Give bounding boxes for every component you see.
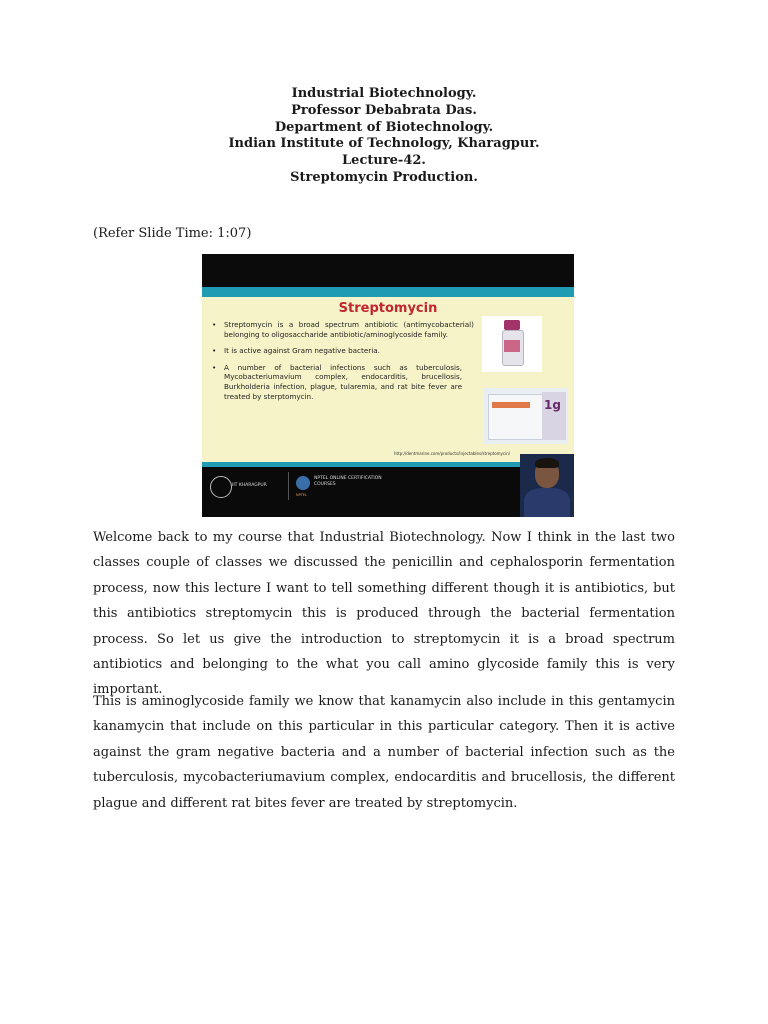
vial-label (504, 340, 520, 352)
refer-slide-time: (Refer Slide Time: 1:07) (93, 226, 252, 241)
presenter-hair (535, 458, 559, 468)
slide-bullet (212, 320, 474, 339)
box-face (488, 394, 544, 440)
footer-divider (288, 472, 289, 500)
iit-logo-text: IIT KHARAGPUR (232, 483, 267, 488)
slide-bullet-list (212, 320, 474, 408)
bullet-text: Streptomycin is a broad spectrum antibiotic (antimycobacterial) belonging to oligosaccharide antibiotic/aminoglycoside family. (224, 320, 474, 339)
bullet-text: It is active against Gram negative bacteria. (224, 346, 380, 356)
slide-title: Streptomycin (338, 301, 438, 316)
bullet-mark: • (212, 362, 217, 372)
lecture-slide-image (202, 254, 574, 517)
bullet-mark: • (212, 346, 217, 356)
professor-name: Professor Debabrata Das. (291, 102, 477, 118)
slide-top-band (202, 287, 574, 297)
presenter-video-thumbnail (520, 454, 574, 517)
slide-source-url: http://dentmarine.com/products/injectables/streptomycin/ (394, 451, 511, 456)
institute: Indian Institute of Technology, Kharagpur. (228, 136, 540, 152)
course-title: Industrial Biotechnology. (291, 86, 477, 101)
vial-image (482, 316, 542, 372)
vial-cap (504, 320, 520, 330)
paragraph: Welcome back to my course that Industrial Biotechnology. Now I think in the last two classes couple of classes we discussed the penicillin and cephalosporin fermentation process, now this lecture I want to tell something different though it is antibiotics, but this antibiotics streptomycin this is produced through the bacterial fermentation process. So let us give the introduction to streptomycin it is a broad spectrum antibiotics and belonging to the what you call amino glycoside family this is very important. (93, 530, 675, 698)
lecture-title: Streptomycin Production. (290, 169, 478, 185)
nptel-logo-sub: NPTEL (296, 493, 308, 497)
box-dose-label: 1g (544, 398, 561, 412)
document-header (0, 86, 768, 187)
slide-bullet (212, 346, 474, 356)
slide-footer (202, 467, 574, 517)
bullet-text: A number of bacterial infections such as tuberculosis, Mycobacteriumavium complex, endocarditis, brucellosis, Burkholderia infection, plague, tularemia, and rat bite fever are treated by sterptomycin. (224, 362, 462, 401)
nptel-logo-text: NPTEL ONLINE CERTIFICATION COURSES (314, 476, 382, 487)
presenter-torso (524, 488, 570, 517)
medicine-box-image (484, 388, 568, 444)
box-stripe (492, 402, 530, 408)
department: Department of Biotechnology. (274, 119, 494, 135)
nptel-logo-icon (296, 476, 310, 490)
bullet-mark: • (212, 320, 217, 329)
paragraph: This is aminoglycoside family we know that kanamycin also include in this gentamycin kanamycin that include on this particular in this particular category. Then it is active against the gram negative bacteria and a number of bacterial infection such as the tuberculosis, mycobacteriumavium complex, endocarditis and brucellosis, the different plague and different rat bites fever are treated by streptomycin. (93, 694, 675, 811)
lecture-number: Lecture-42. (342, 153, 426, 169)
iit-logo-icon (210, 476, 232, 498)
